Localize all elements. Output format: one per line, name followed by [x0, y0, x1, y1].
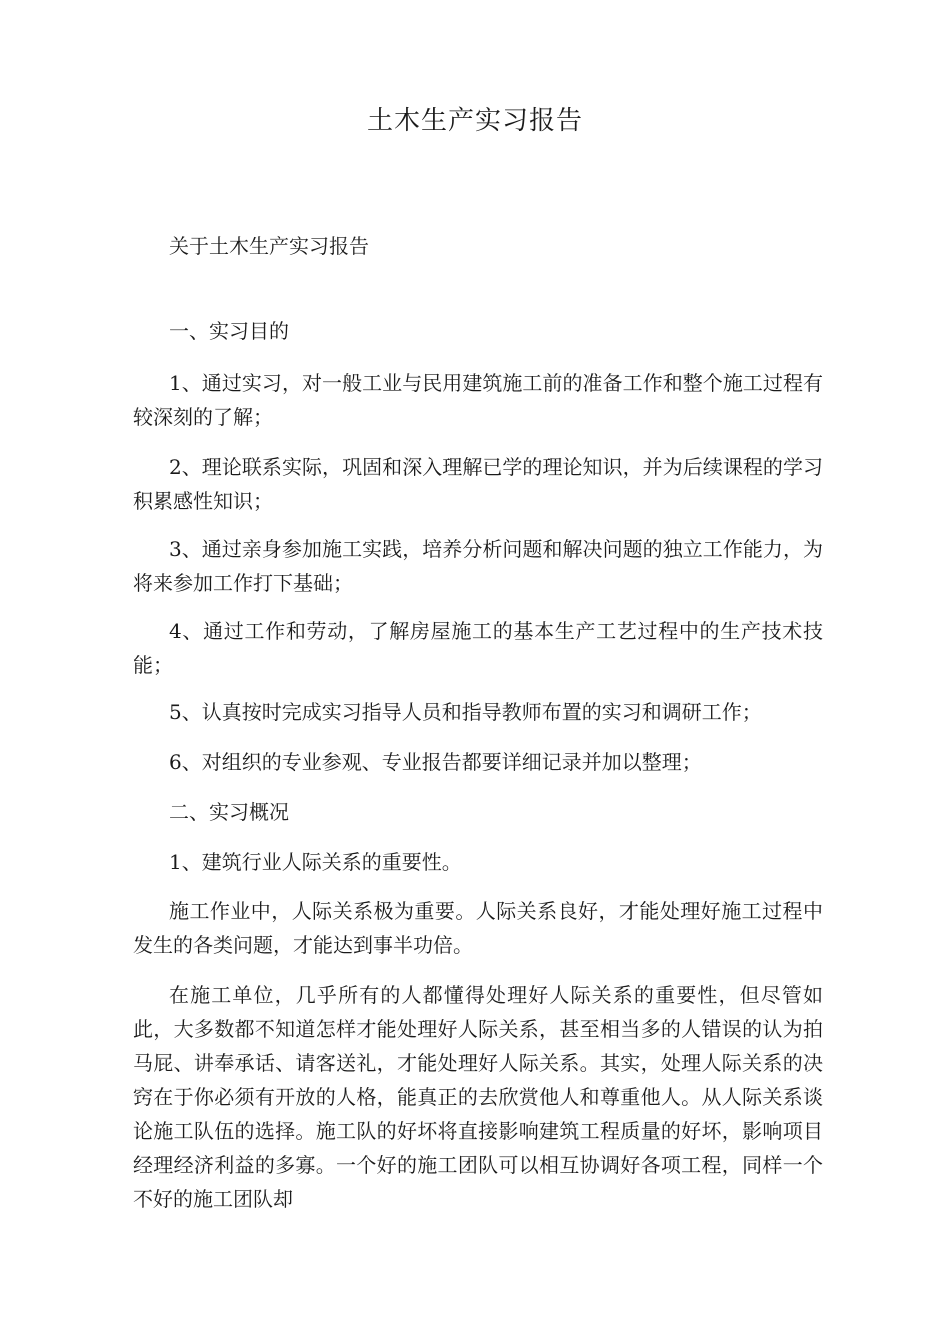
section-heading-purpose: 一、实习目的 — [169, 319, 289, 343]
list-item: 2、理论联系实际，巩固和深入理解已学的理论知识，并为后续课程的学习积累感性知识； — [133, 455, 823, 513]
body-paragraph: 施工作业中，人际关系极为重要。人际关系良好，才能处理好施工过程中发生的各类问题，才能达到事半功倍。 — [133, 899, 823, 957]
section-heading-overview: 二、实习概况 — [169, 800, 289, 824]
list-item: 6、对组织的专业参观、专业报告都要详细记录并加以整理； — [169, 750, 702, 774]
body-paragraph: 在施工单位，几乎所有的人都懂得处理好人际关系的重要性，但尽管如此，大多数都不知道怎样才能处理好人际关系，甚至相当多的人错误的认为拍马屁、讲奉承话、请客送礼，才能处理好人际关系。其实，处理人际关系的决窍在于你必须有开放的人格，能真正的去欣赏他人和尊重他人。从人际关系谈论施工队伍的选择。施工队的好坏将直接影响建筑工程质量的好坏，影响项目经理经济利益的多寡。一个好的施工团队可以相互协调好各项工程，同样一个不好的施工团队却 — [133, 983, 823, 1211]
list-item: 1、建筑行业人际关系的重要性。 — [169, 850, 462, 874]
list-item: 5、认真按时完成实习指导人员和指导教师布置的实习和调研工作； — [169, 700, 762, 724]
document-subtitle: 关于土木生产实习报告 — [169, 234, 369, 258]
list-item: 3、通过亲身参加施工实践，培养分析问题和解决问题的独立工作能力，为将来参加工作打下基础； — [133, 537, 823, 595]
document-title: 土木生产实习报告 — [366, 106, 583, 136]
list-item: 4、通过工作和劳动，了解房屋施工的基本生产工艺过程中的生产技术技能； — [133, 619, 823, 677]
list-item: 1、通过实习，对一般工业与民用建筑施工前的准备工作和整个施工过程有较深刻的了解； — [133, 371, 823, 429]
